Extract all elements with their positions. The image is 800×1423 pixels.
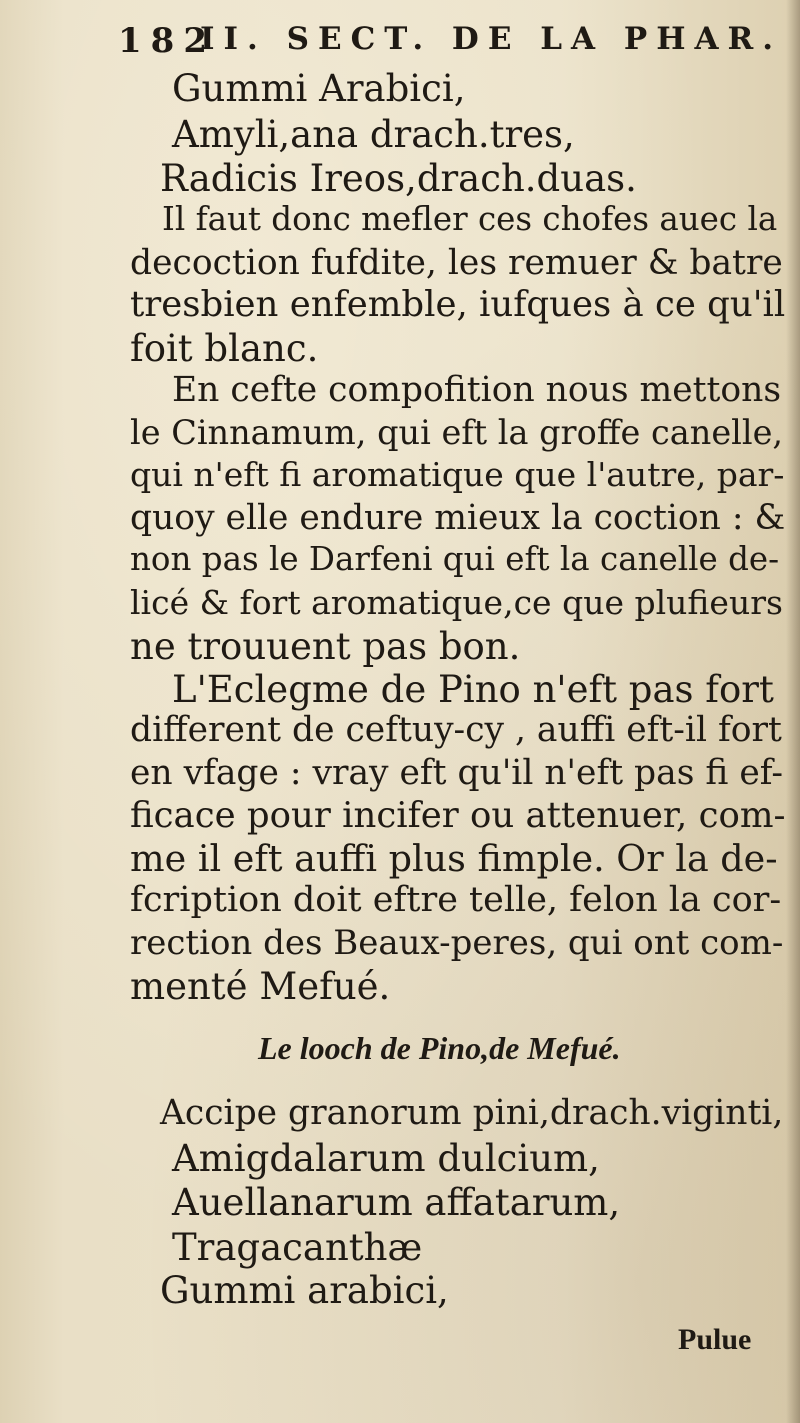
recipe-line: Auellanarum affatarum, bbox=[172, 1181, 621, 1224]
text-line: Amyli,ana drach.tres, bbox=[172, 113, 575, 156]
page-number: 182 bbox=[118, 21, 216, 61]
text-line: ficace pour incifer ou attenuer, com- bbox=[130, 795, 786, 836]
text-line: L'Eclegme de Pino n'eft pas fort bbox=[172, 668, 774, 711]
text-line: Gummi Arabici, bbox=[172, 67, 466, 110]
recipe-line: Amigdalarum dulcium, bbox=[172, 1137, 600, 1180]
running-head: II. SECT. DE LA PHAR. bbox=[200, 21, 783, 57]
recipe-line: Gummi arabici, bbox=[160, 1269, 449, 1312]
text-line: En cefte compofition nous mettons bbox=[172, 370, 782, 410]
text-line: qui n'eft fi aromatique que l'autre, par- bbox=[130, 455, 785, 494]
page-edge-shadow bbox=[786, 0, 800, 1423]
text-line: me il eft auffi plus fimple. Or la de- bbox=[130, 837, 778, 880]
catchword: Pulue bbox=[678, 1323, 752, 1356]
text-line: different de ceftuy-cy , auffi eft-il fort bbox=[130, 710, 782, 750]
section-subheading: Le looch de Pino,de Mefué. bbox=[258, 1030, 621, 1066]
text-line: menté Mefué. bbox=[130, 965, 391, 1008]
text-line: quoy elle endure mieux la coction : & bbox=[130, 498, 786, 538]
text-line: ne trouuent pas bon. bbox=[130, 625, 521, 668]
text-line: rection des Beaux-peres, qui ont com- bbox=[130, 923, 784, 963]
text-line: licé & fort aromatique,ce que plufieurs bbox=[130, 583, 783, 622]
text-line: non pas le Darfeni qui eft la canelle de- bbox=[130, 540, 780, 578]
text-line: Radicis Ireos,drach.duas. bbox=[160, 157, 637, 200]
recipe-line: Accipe granorum pini,drach.viginti, bbox=[160, 1093, 784, 1133]
text-line: le Cinnamum, qui eft la groffe canelle, bbox=[130, 413, 784, 452]
text-line: Il faut donc mefler ces chofes auec la bbox=[162, 200, 778, 238]
text-line: fcription doit eftre telle, felon la cor- bbox=[130, 880, 782, 920]
text-line: tresbien enfemble, iufques à ce qu'il bbox=[130, 284, 786, 325]
text-line: en vfage : vray eft qu'il n'eft pas fi ef- bbox=[130, 753, 783, 793]
text-line: foit blanc. bbox=[130, 327, 319, 370]
text-line: decoction fufdite, les remuer & batre bbox=[130, 243, 783, 283]
recipe-line: Tragacanthæ bbox=[172, 1226, 423, 1269]
